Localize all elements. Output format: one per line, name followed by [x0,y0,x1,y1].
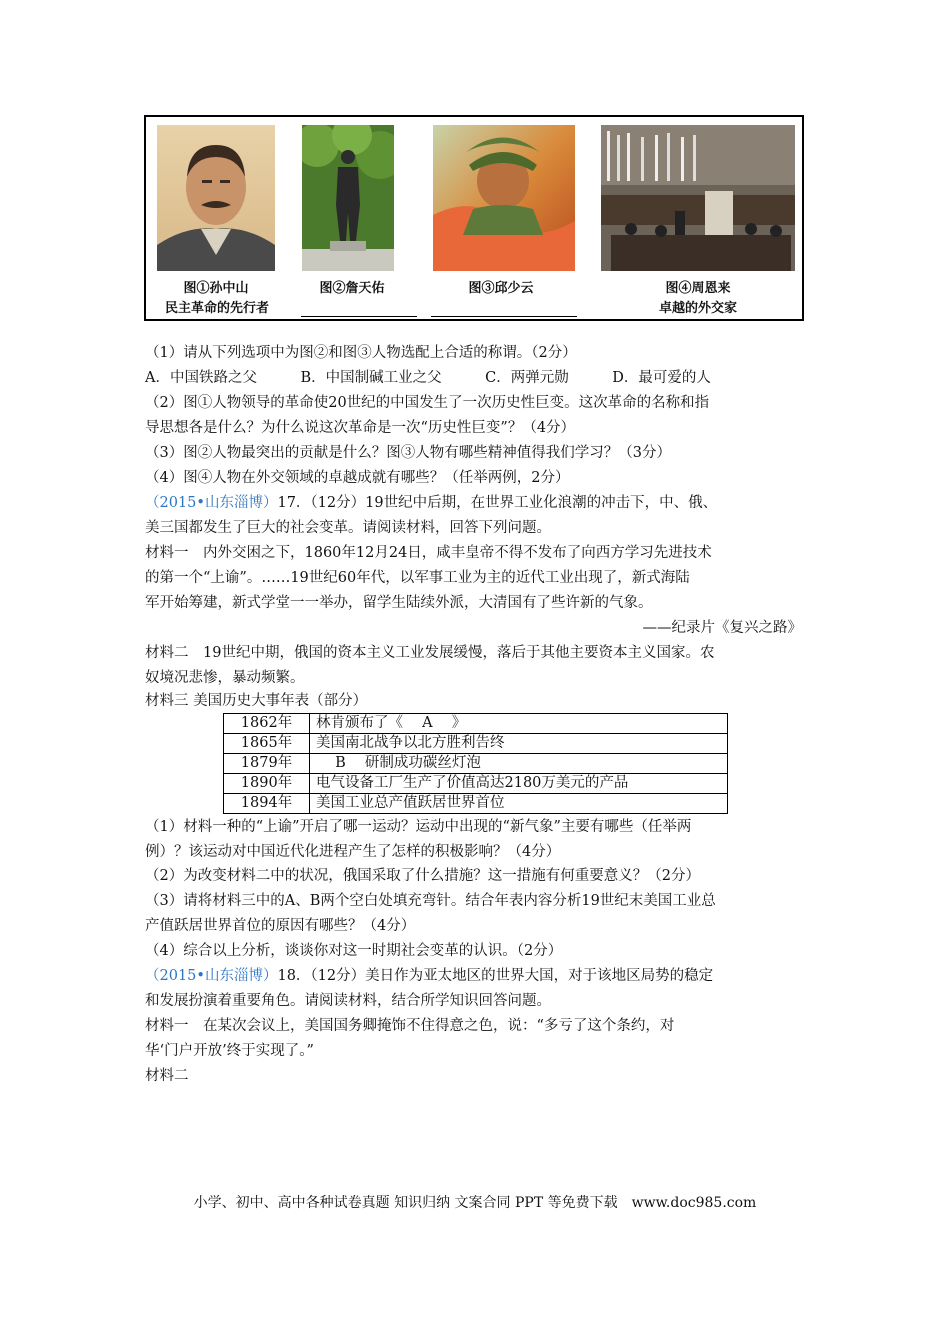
figure-2-caption: 图②詹天佑 [319,281,385,296]
figure-1-caption-line1: 图①孙中山 [183,281,249,296]
question-17-subquestion: （4）综合以上分析，谈谈你对这一时期社会变革的认识。（2分） [145,943,563,959]
question-line: （2）图①人物领导的革命使20世纪的中国发生了一次历史性巨变。这次革命的名称和指 [145,395,710,411]
page-footer: 小学、初中、高中各种试卷真题 知识归纳 文案合同 PPT 等免费下载 www.doc985.com [193,1195,757,1211]
question-18-text: 18．（12分）美日作为亚太地区的世界大国，对于该地区局势的稳定 [277,968,714,984]
timeline-year: 1894年 [224,794,310,814]
question-line: A．中国铁路之父 B．中国制碱工业之父 C．两弹元勋 D．最可爱的人 [145,370,711,386]
question-17-text: 17．（12分）19世纪中后期，在世界工业化浪潮的冲击下，中、俄、 [277,495,718,511]
table-row [224,794,728,814]
timeline-event: 林肯颁布了《 A 》 [310,714,728,734]
timeline-year: 1862年 [224,714,310,734]
question-18-source: （2015•山东淄博） [145,968,278,984]
question-17-subquestion: （1）材料一种的“上谕”开启了哪一运动？运动中出现的“新气象”主要有哪些（任举两 [145,819,692,835]
portrait-photo-1 [157,125,275,271]
us-history-timeline-table [223,713,728,814]
material-2-line: 奴境况悲惨，暴动频繁。 [145,670,305,686]
question-17-head [145,493,717,513]
question-line: （3）图②人物最突出的贡献是什么？图③人物有哪些精神值得我们学习？（3分） [145,445,671,461]
question-18-material-1: 华‘门户开放’终于实现了。” [145,1043,314,1059]
question-17-source: （2015•山东淄博） [145,495,278,511]
question-17-subquestion: 产值跃居世界首位的原因有哪些？（4分） [145,918,416,934]
figure-2-answer-blank [301,316,417,317]
material-1-line: 军开始筹建，新式学堂一一举办，留学生陆续外派，大清国有了些许新的气象。 [145,595,653,611]
material-1-line: 材料一 内外交困之下，1860年12月24日，咸丰皇帝不得不发布了向西方学习先进技术 [145,545,712,561]
figure-4-caption-line1: 图④周恩来 [665,281,731,296]
material-1-citation: ——纪录片《复兴之路》 [642,620,802,636]
timeline-event: 美国工业总产值跃居世界首位 [310,794,728,814]
question-18-line: 和发展扮演着重要角色。请阅读材料，结合所学知识回答问题。 [145,993,551,1009]
question-18-head [145,966,713,986]
table-row [224,754,728,774]
timeline-event: 电气设备工厂生产了价值高达2180万美元的产品 [310,774,728,794]
material-3-title: 材料三 美国历史大事年表（部分） [145,693,368,709]
question-line: （4）图④人物在外交领域的卓越成就有哪些？（任举两例，2分） [145,470,570,486]
timeline-year: 1865年 [224,734,310,754]
question-18-material-1: 材料一 在某次会议上，美国国务卿掩饰不住得意之色，说：“多亏了这个条约，对 [145,1018,675,1034]
figure-1-caption-line2: 民主革命的先行者 [164,301,269,316]
timeline-event: 美国南北战争以北方胜利告终 [310,734,728,754]
question-line: （1）请从下列选项中为图②和图③人物选配上合适的称谓。（2分） [145,345,577,361]
figure-3-answer-blank [431,316,577,317]
table-row [224,734,728,754]
timeline-year: 1890年 [224,774,310,794]
question-18-material-2: 材料二 [145,1068,189,1084]
table-row [224,714,728,734]
question-17-subquestion: （3）请将材料三中的A、B两个空白处填充弯针。结合年表内容分析19世纪末美国工业总 [145,893,716,909]
conference-photo-4 [601,125,795,271]
question-17-line: 美三国都发生了巨大的社会变革。请阅读材料，回答下列问题。 [145,520,551,536]
question-line: 导思想各是什么？为什么说这次革命是一次“历史性巨变”？（4分） [145,420,576,436]
statue-photo-2 [302,125,394,271]
timeline-event: B 研制成功碳丝灯泡 [310,754,728,774]
painting-photo-3 [433,125,575,271]
question-17-subquestion: 例）？该运动对中国近代化进程产生了怎样的积极影响？（4分） [145,844,561,860]
table-row [224,774,728,794]
question-17-subquestion: （2）为改变材料二中的状况，俄国采取了什么措施？这一措施有何重要意义？（2分） [145,868,700,884]
figure-3-caption: 图③邱少云 [468,281,534,296]
figure-4-caption-line2: 卓越的外交家 [658,301,737,316]
figure-panel [144,115,804,321]
material-1-line: 的第一个“上谕”。……19世纪60年代，以军事工业为主的近代工业出现了，新式海陆 [145,570,690,586]
material-2-line: 材料二 19世纪中期，俄国的资本主义工业发展缓慢，落后于其他主要资本主义国家。农 [145,645,715,661]
timeline-year: 1879年 [224,754,310,774]
